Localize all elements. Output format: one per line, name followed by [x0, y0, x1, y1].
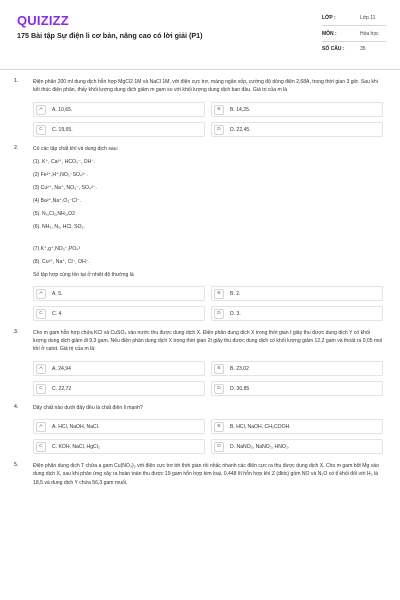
- option-c[interactable]: [33, 122, 205, 137]
- option-text: B. 23,02: [230, 365, 249, 372]
- option-text: A. 10,65.: [52, 106, 73, 113]
- page-title: 175 Bài tập Sự điện li cơ bản, nâng cao có lời giải (P1): [17, 31, 203, 40]
- options: [33, 286, 383, 321]
- option-text: B. HCl, NaOH, CH₃COOH.: [230, 424, 291, 431]
- option-letter: B: [214, 422, 224, 432]
- option-d[interactable]: [211, 122, 383, 137]
- option-letter: C: [36, 125, 46, 135]
- option-letter: A: [36, 105, 46, 115]
- meta-class-value: Lớp 11: [360, 15, 376, 21]
- option-a[interactable]: [33, 361, 205, 376]
- option-text: C. 4: [52, 310, 62, 317]
- sub-item: (3) Cu²⁺, Na⁺, NO₃⁻, SO₄²⁻.: [33, 184, 97, 191]
- option-text: D. 22,45.: [230, 126, 251, 133]
- option-letter: C: [36, 442, 46, 452]
- option-letter: B: [214, 364, 224, 374]
- question-number: 2.: [14, 144, 19, 151]
- option-c[interactable]: [33, 381, 205, 396]
- sub-item: (7).K⁺,g⁺,NO₃⁻,PO₄³: [33, 245, 81, 252]
- meta-divider: [322, 25, 386, 26]
- option-text: C. 22,72: [52, 385, 72, 392]
- meta-subject-value: Hóa học: [360, 31, 379, 37]
- question-5: [0, 462, 400, 487]
- sub-item: (2) Fe²⁺,H⁺,NO₃⁻SO₄²⁻.: [33, 171, 88, 178]
- sub-item: (1). K⁺, Ca²⁺, HCO₃⁻, OH⁻.: [33, 158, 96, 165]
- sub-question: Số tập hợp cùng tồn tại ở nhiệt độ thường là: [33, 271, 134, 278]
- option-a[interactable]: [33, 286, 205, 301]
- quizizz-logo: QUIZIZZ: [17, 13, 69, 28]
- option-text: D. NaNO₃, NaNO₂, HNO₂.: [230, 444, 290, 451]
- option-letter: D: [214, 384, 224, 394]
- meta-count-label: SỐ CÂU :: [322, 46, 345, 52]
- option-text: D. 30,85: [230, 385, 250, 392]
- question-4: [0, 404, 400, 454]
- question-1: [0, 78, 400, 137]
- sub-item: (8). Cu²⁺, Na⁺, Cl⁻, OH⁻.: [33, 258, 90, 265]
- meta-class-label: LỚP :: [322, 15, 336, 21]
- option-letter: D: [214, 309, 224, 319]
- option-b[interactable]: [211, 419, 383, 434]
- question-number: 1.: [14, 78, 19, 84]
- option-text: A. HCl, NaOH, NaCl.: [52, 424, 100, 431]
- option-letter: B: [214, 105, 224, 115]
- option-text: B. 2.: [230, 290, 241, 297]
- option-text: C. 19,65.: [52, 126, 73, 133]
- sub-item: (5). N₂,Cl₂,NH₃,O2: [33, 210, 75, 217]
- question-text: Dãy chất nào dưới đây đều là chất điện li mạnh?: [33, 404, 143, 411]
- option-c[interactable]: [33, 306, 205, 321]
- options: [33, 419, 383, 454]
- question-2: [0, 145, 400, 321]
- option-b[interactable]: [211, 286, 383, 301]
- question-text: Cho m gam hỗn hợp chứa KCl và CuSO₄ vào nước thu được dung dịch X. Điện phân dung dịch X trong thời gian t giây thu được dung dịch Y có khối lượng dung dịch giảm đi 9,3 gam. Nếu điện phân dung dịch X trong thời gian 2t giây thu được dung dịch có khối lượng giảm 12,2 gam và thoát ra 0,05 mol khí ở catot. Giá trị của m là:: [33, 329, 383, 353]
- option-d[interactable]: [211, 439, 383, 454]
- option-a[interactable]: [33, 419, 205, 434]
- question-text: Có các tập chất khí và dung dịch sau:: [33, 145, 118, 152]
- meta-count-value: 35: [360, 46, 366, 52]
- option-letter: D: [214, 442, 224, 452]
- question-3: [0, 329, 400, 396]
- option-b[interactable]: [211, 102, 383, 117]
- option-letter: D: [214, 125, 224, 135]
- options: [33, 361, 383, 396]
- option-letter: C: [36, 384, 46, 394]
- option-text: A. 5.: [52, 290, 63, 297]
- options: [33, 102, 383, 137]
- option-text: A. 24,94: [52, 365, 71, 372]
- option-d[interactable]: [211, 306, 383, 321]
- question-number: 3.: [14, 328, 19, 335]
- option-text: D. 3.: [230, 310, 241, 317]
- sub-item: (6). NH₃, N₂, HCl, SO₂.: [33, 223, 85, 230]
- option-a[interactable]: [33, 102, 205, 117]
- option-letter: C: [36, 309, 46, 319]
- option-b[interactable]: [211, 361, 383, 376]
- question-number: 4.: [14, 403, 19, 410]
- option-letter: B: [214, 289, 224, 299]
- question-text: Điện phân dung dịch T chứa a gam Cu(NO₃)₂ với điện cực trơ tới thời gian rồi nhấc nhanh các điện cực ra thu được dung dịch X. Cho m gam bột Mg vào dung dịch X, sau khi phản ứng xảy ra hoàn toàn thu được 19 gam hỗn hợp kim loại, 0,448 lít hỗn hợp khí Z (đktc) gồm NO và N₂O có tỉ khối đối với H₂ là 18,5 và dung dịch Y chứa 56,3 gam muối.: [33, 463, 379, 486]
- option-letter: A: [36, 422, 46, 432]
- option-text: C. KOH, NaCl, HgCl₂: [52, 444, 100, 451]
- question-text: Điện phân 200 ml dung dịch hỗn hợp MgCl2 1M và NaCl 1M, với điện cực trơ, màng ngăn xốp, cường độ dòng điện 2,68A, trong thời gian 3 giờ. Sau khi kết thúc điện phân, thấy khối lượng dung dịch giảm m gam so với khối lượng dung dịch ban đầu. Giá trị của m là: [33, 79, 378, 94]
- question-list: [0, 78, 400, 495]
- header-divider: [0, 69, 400, 70]
- option-c[interactable]: [33, 439, 205, 454]
- worksheet-header: [0, 0, 400, 64]
- option-letter: A: [36, 289, 46, 299]
- sub-item: (4) Ba²⁺,Na⁺,O₃⁻Cl⁻.: [33, 197, 81, 204]
- option-letter: A: [36, 364, 46, 374]
- option-d[interactable]: [211, 381, 383, 396]
- meta-divider: [322, 41, 386, 42]
- question-number: 5.: [14, 462, 19, 469]
- meta-subject-label: MÔN :: [322, 31, 337, 37]
- option-text: B. 14,25.: [230, 106, 251, 113]
